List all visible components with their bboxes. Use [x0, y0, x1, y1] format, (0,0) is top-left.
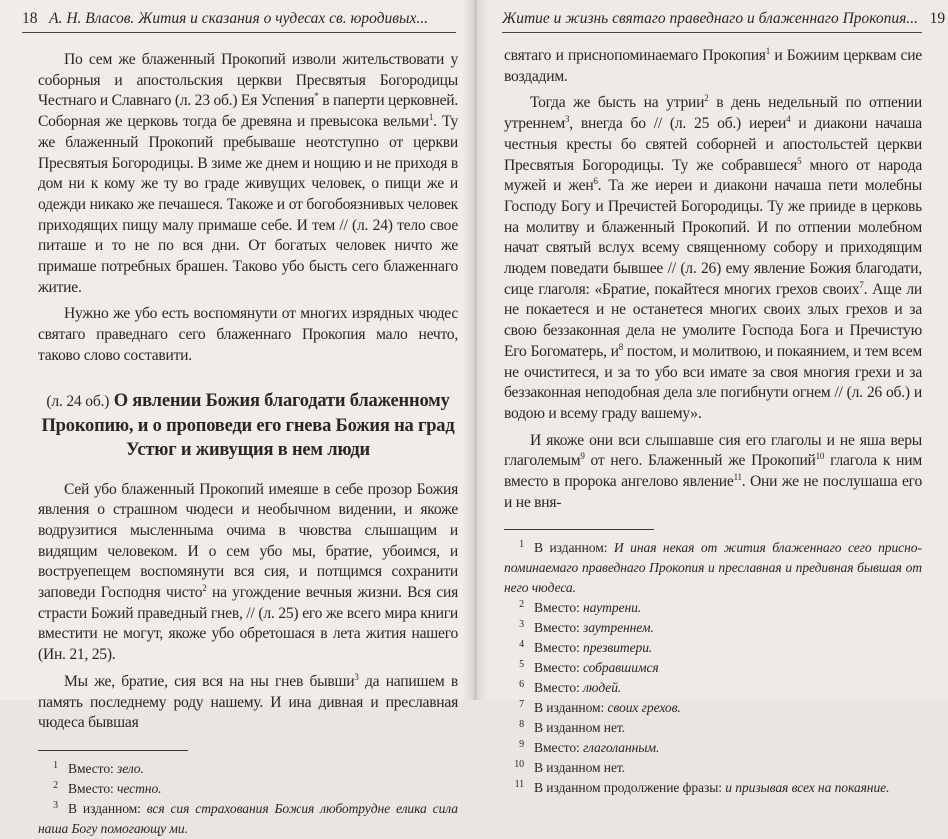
footnote-text: зело. [117, 760, 144, 776]
paragraph-text: Сей убо блаженный Прокопий имеяше в себе прозор Божия явления о страшном чюдеси и необычном видении, и якоже водрузитися мысленныма очима в чювства слышащим и видящим человеком. И о сем убо мы, братие, убоимся, и воструепещем воспомянути вся сия, и потщимся сохранити заповеди Господня чисто [38, 480, 458, 602]
footnote-text: честно. [117, 780, 162, 796]
footnote-label: В изданном: [534, 540, 614, 556]
footnote-number: 2 [53, 779, 58, 791]
footnote-label: Вместо: [534, 600, 584, 616]
paragraph-text: Тогда же бысть на утрии [530, 94, 705, 112]
right-running-title: Житие и жизнь святаго праведнаго и блаженнаго Прокопия... [502, 10, 919, 27]
paragraph-text: Нужно же убо есть воспомянути от многих изрядных чюдес святаго праведнаго сего блаженнаго Прокопия мало нечто, таково слово составити. [38, 305, 458, 364]
paragraph-text: в паперти церковней. Соборная же церковь тогда бе древяна и превысока вельми [38, 92, 458, 131]
footnote-number: 3 [53, 799, 58, 811]
footnote-marker: 11 [733, 471, 742, 482]
footnote-number: 9 [519, 739, 524, 751]
left-page-number: 18 [22, 10, 38, 27]
paragraph-text: в день недельный по отпении утреннем [504, 94, 922, 133]
footnote-number: 4 [519, 639, 524, 651]
left-paragraphs-after [38, 480, 458, 734]
footnote-marker: 5 [797, 155, 802, 166]
footnote [38, 759, 458, 779]
footnote-marker: 8 [618, 341, 623, 352]
right-paragraph [504, 431, 922, 514]
left-paragraphs-before [38, 50, 458, 367]
footnote-marker: 2 [202, 582, 207, 593]
footnote-text: и призывая всех на покаяние. [725, 780, 890, 796]
footnote [504, 738, 922, 758]
chapter-title-text: О явлении Божия благодати блаженному Прокопию, и о проповеди его гнева Божия на град Устюг и живущия в нем люди [41, 390, 455, 460]
paragraph-text: И якоже они вси слышавше сия его глаголы и не яша веры глаголемым [504, 431, 922, 470]
right-header-rule [502, 32, 922, 33]
footnote [504, 638, 922, 658]
paragraph-text: много от народа мужей и жен [504, 156, 922, 195]
left-body [38, 50, 458, 839]
footnote-number: 6 [519, 679, 524, 691]
right-footnote-rule [504, 529, 654, 530]
footnote-number: 2 [519, 599, 524, 611]
footnote-marker: * [314, 91, 319, 102]
footnote-number: 10 [514, 759, 524, 771]
footnote-marker: 6 [593, 176, 598, 187]
footnote [504, 598, 922, 618]
paragraph-text: и диакони начаша честныя кресты бо святей соборней и апостольстей церкви Пресвятыя Богородицы. Ту же собравшеся [504, 115, 922, 174]
footnote-text: собравшимся [583, 660, 659, 676]
footnote [504, 698, 922, 718]
paragraph-text: и Божиим церквам сие воздадим. [504, 47, 922, 85]
footnote [504, 678, 922, 698]
footnote-label: В изданном: [534, 700, 608, 716]
footnote-text: вся сия страхования Божия люботрудне елика сила наша Богу помогающу ми. [38, 800, 458, 836]
paragraph-text: . Аще ли не покаетеся и не останетеся многих своих злых грехов и за свою беззаконная дела не умолите Господа Бога и Пречистую Его Богоматерь, и [504, 280, 923, 360]
footnote-label: Вместо: [68, 760, 118, 776]
right-paragraph [504, 46, 922, 87]
footnote-text: заутреннем. [583, 620, 654, 636]
footnote-text: людей. [583, 680, 622, 696]
footnote [504, 758, 922, 778]
right-running-head [502, 8, 946, 30]
footnote-marker: 7 [859, 279, 864, 290]
footnote [504, 718, 922, 738]
footnote-label: В изданном нет. [534, 720, 626, 736]
chapter-ref: (л. 24 об.) [46, 392, 110, 410]
footnote-label: В изданном продолжение фразы: [534, 780, 726, 796]
paragraph-text: постом, и молитвою, и покаянием, и тем всем не очиститеся, и за то убо вси имате за своя многия грехи и за беззаконная неподобная дела зле погибнути огнем // (л. 26 об.) и водою и всему граду вашему». [504, 342, 922, 422]
footnote-marker: 2 [704, 93, 709, 104]
right-page [474, 0, 948, 796]
paragraph-text: от него. Блаженный же Прокопий [584, 452, 816, 470]
footnote [38, 779, 458, 799]
footnote [504, 538, 922, 598]
right-paragraph [504, 93, 922, 424]
footnote-number: 11 [514, 779, 524, 791]
right-page-number: 19 [929, 10, 946, 27]
left-header-rule [22, 32, 456, 33]
footnote-marker: 4 [786, 113, 791, 124]
left-paragraph [38, 672, 458, 734]
footnote-label: Вместо: [68, 780, 118, 796]
footnote-label: Вместо: [534, 620, 584, 636]
footnote-number: 1 [519, 539, 524, 551]
footnote-marker: 10 [815, 451, 825, 462]
left-paragraph [38, 304, 458, 366]
footnote [504, 658, 922, 678]
footnote-label: Вместо: [534, 640, 584, 656]
paragraph-text: да напишем в память последнему роду нашему. И ина дивная и преславная чюдеса бывшая [38, 672, 458, 732]
left-footnotes [38, 759, 458, 839]
footnote [504, 618, 922, 638]
footnote [504, 778, 922, 798]
footnote-label: В изданном нет. [534, 760, 626, 776]
left-running-title: А. Н. Власов. Жития и сказания о чудесах св. юродивых... [49, 10, 429, 27]
footnote-label: В изданном: [68, 800, 147, 816]
paragraph-text: глагола к ним вместо в пророка ангелово явление [504, 452, 922, 491]
footnote-number: 1 [53, 759, 58, 771]
left-paragraph [38, 480, 458, 666]
right-paragraphs [504, 46, 922, 513]
paragraph-text: , внегда бо // (л. 25 об.) иереи [569, 115, 787, 133]
paragraph-text: Мы же, братие, сия вся на ны гнев бывши [64, 672, 355, 690]
footnote-number: 7 [519, 699, 524, 711]
paragraph-text: . Они же не послушаша его и не вня- [504, 473, 922, 511]
right-body [504, 46, 922, 798]
left-page [0, 0, 474, 836]
footnote-number: 3 [519, 619, 524, 631]
paragraph-text: По сем же блаженный Прокопий изволи жительствовати у соборныя и апостольския церкви Пресвятыя Богородицы Честнаго и Славнаго (л. 23 об.) Ея Успения [38, 51, 458, 110]
paragraph-text: на угождение вечныя жизни. Вся сия страсти Божий праведный гнев, // (л. 25) его же всего мира книги вместити не могут, якоже убо обретошася в лета жития нашего (Ин. 21, 25). [38, 584, 458, 664]
left-footnote-rule [38, 750, 188, 751]
chapter-title [38, 389, 458, 462]
footnote-label: Вместо: [534, 680, 584, 696]
footnote-label: Вместо: [534, 740, 584, 756]
right-footnotes [504, 538, 922, 798]
left-running-head [22, 8, 452, 30]
footnote-label: Вместо: [534, 660, 584, 676]
footnote-text: глаголанным. [583, 740, 660, 756]
footnote-marker: 3 [354, 671, 359, 682]
paragraph-text: . Та же иереи и диакони начаша пети молебны Господу Богу и Пречистей Богородицы. Ту же прииде в церковь на молитву и блаженный Прокопий. И по отпении молебном начат святый вслух всему священному собору и приходящим людем поведати бывшее // (л. 26) ему явление Божия благодати, сице глаголя: «Братие, покайтеся многих грехов своих [504, 177, 922, 298]
footnote-marker: 1 [428, 111, 434, 122]
book-gutter [462, 0, 488, 700]
paragraph-text: святаго и приснопоминаемаго Прокопия [504, 47, 766, 64]
footnote-marker: 3 [565, 113, 570, 124]
footnote-text: своих грехов. [607, 700, 681, 716]
footnote-text: презвитери. [583, 640, 653, 656]
footnote [38, 799, 458, 839]
left-paragraph [38, 50, 458, 298]
footnote-marker: 1 [765, 45, 770, 56]
footnote-number: 5 [519, 659, 524, 671]
paragraph-text: . Ту же блаженный Прокопий пребываше неотступно от церкви Пресвятыя Богородицы. В зиме же днем и нощию и не приходя в дом ни к кому же ту во граде живущих человек, о пищи же и одежди никако же печашеся. Такоже и от богобоязнивых человек приходящих пищу малу примаше себе. И тем // (л. 24) тело свое питаше и то не по вся дни. От богатых человек ничто же примаше потребных брашен. Таково убо бысть сего блаженнаго житие. [38, 113, 459, 296]
footnote-number: 8 [519, 719, 524, 731]
footnote-text: И иная некая от жития блаженнаго сего приснопоминаемаго праведнаго Прокопия и преславная и предивная бывшая от него чюдеса. [504, 540, 922, 596]
footnote-marker: 9 [580, 451, 585, 462]
footnote-text: наутрени. [583, 600, 642, 616]
